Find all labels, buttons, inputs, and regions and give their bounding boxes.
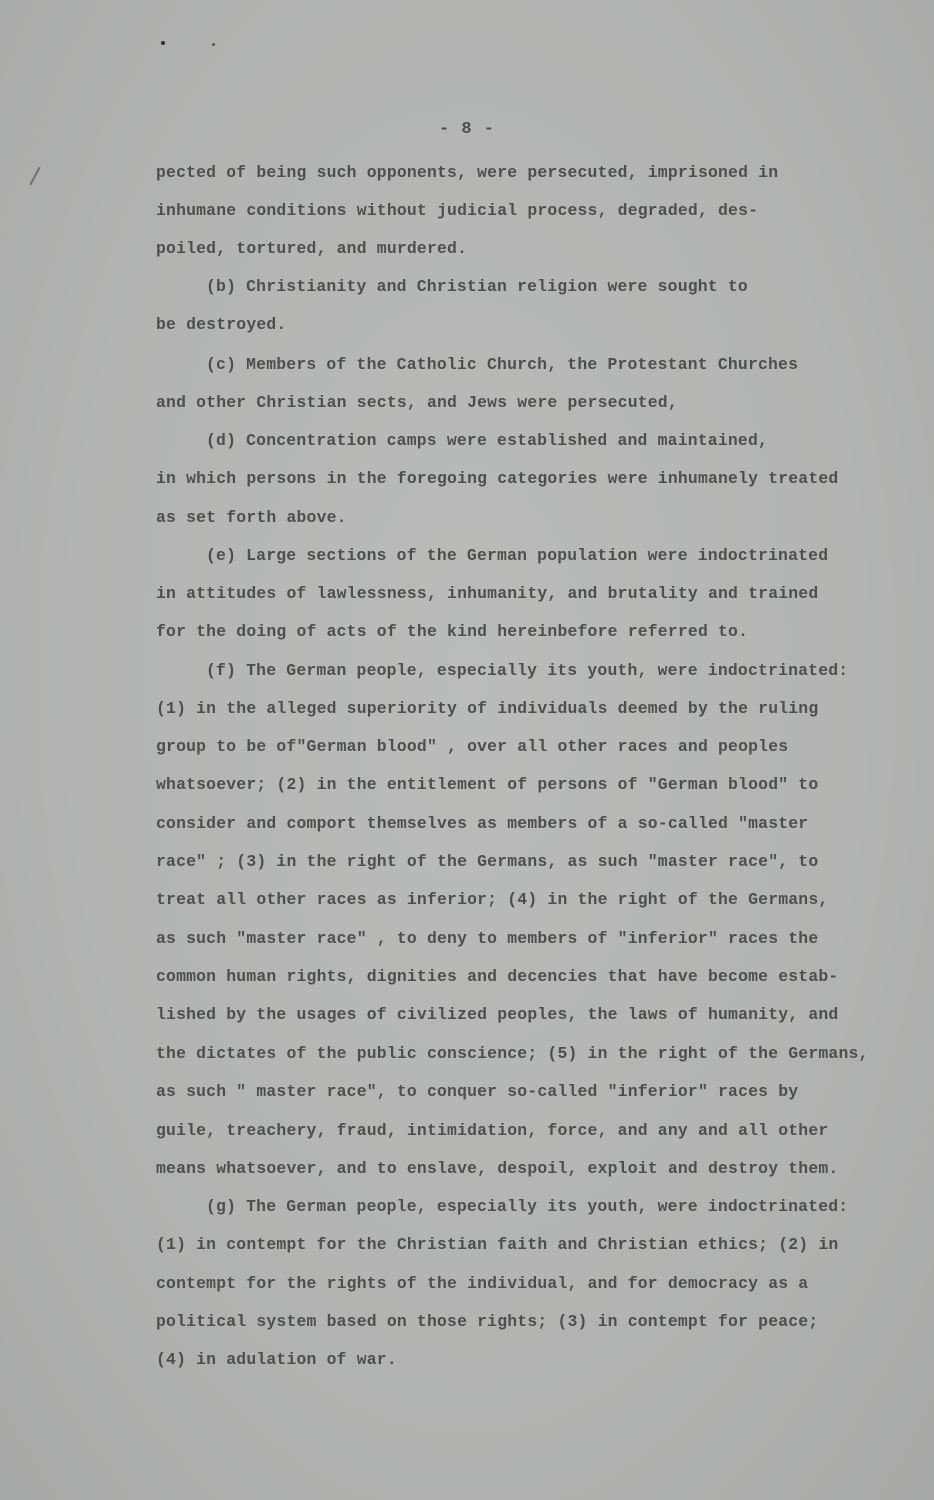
text-line: lished by the usages of civilized peoples, the laws of humanity, and [156,1005,839,1024]
pencil-mark [29,167,40,186]
paragraph-d: (d) Concentration camps were established and maintained, [206,431,769,450]
page-number: - 8 - [438,120,495,139]
text-line: in attitudes of lawlessness, inhumanity, and brutality and trained [156,584,819,603]
text-line: as set forth above. [156,508,347,527]
text-line: as such "master race" , to deny to members of "inferior" races the [156,929,819,948]
paragraph-c: (c) Members of the Catholic Church, the Protestant Churches [206,355,799,374]
text-line: guile, treachery, fraud, intimidation, force, and any and all other [156,1121,829,1140]
text-line: consider and comport themselves as members of a so-called "master [156,814,809,833]
paragraph-b: (b) Christianity and Christian religion were sought to [206,277,748,296]
text-line: (4) in adulation of war. [156,1350,397,1369]
text-line: be destroyed. [156,315,287,334]
text-line: whatsoever; (2) in the entitlement of persons of "German blood" to [156,775,819,794]
text-line: group to be of"German blood" , over all other races and peoples [156,737,789,756]
text-line: political system based on those rights; (3) in contempt for peace; [156,1312,819,1331]
paragraph-g: (g) The German people, especially its youth, were indoctrinated: [206,1197,849,1216]
text-line: and other Christian sects, and Jews were persecuted, [156,393,678,412]
paragraph-e: (e) Large sections of the German population were indoctrinated [206,546,829,565]
text-line: race" ; (3) in the right of the Germans, as such "master race", to [156,852,819,871]
text-line: for the doing of acts of the kind hereinbefore referred to. [156,622,749,641]
ink-speck [212,43,215,46]
text-line: poiled, tortured, and murdered. [156,239,468,258]
text-line: in which persons in the foregoing categories were inhumanely treated [156,469,839,488]
paragraph-f: (f) The German people, especially its youth, were indoctrinated: [206,661,849,680]
text-line: as such " master race", to conquer so-called "inferior" races by [156,1082,799,1101]
text-line: inhumane conditions without judicial process, degraded, des- [156,201,759,220]
text-line: (1) in the alleged superiority of individuals deemed by the ruling [156,699,819,718]
text-line: the dictates of the public conscience; (5) in the right of the Germans, [156,1044,869,1063]
text-line: (1) in contempt for the Christian faith and Christian ethics; (2) in [156,1235,839,1254]
ink-speck [161,41,165,45]
text-line: means whatsoever, and to enslave, despoil, exploit and destroy them. [156,1159,839,1178]
text-line: treat all other races as inferior; (4) in the right of the Germans, [156,890,829,909]
text-line: contempt for the rights of the individual, and for democracy as a [156,1274,809,1293]
text-line: common human rights, dignities and decencies that have become estab- [156,967,839,986]
text-line: pected of being such opponents, were persecuted, imprisoned in [156,163,779,182]
